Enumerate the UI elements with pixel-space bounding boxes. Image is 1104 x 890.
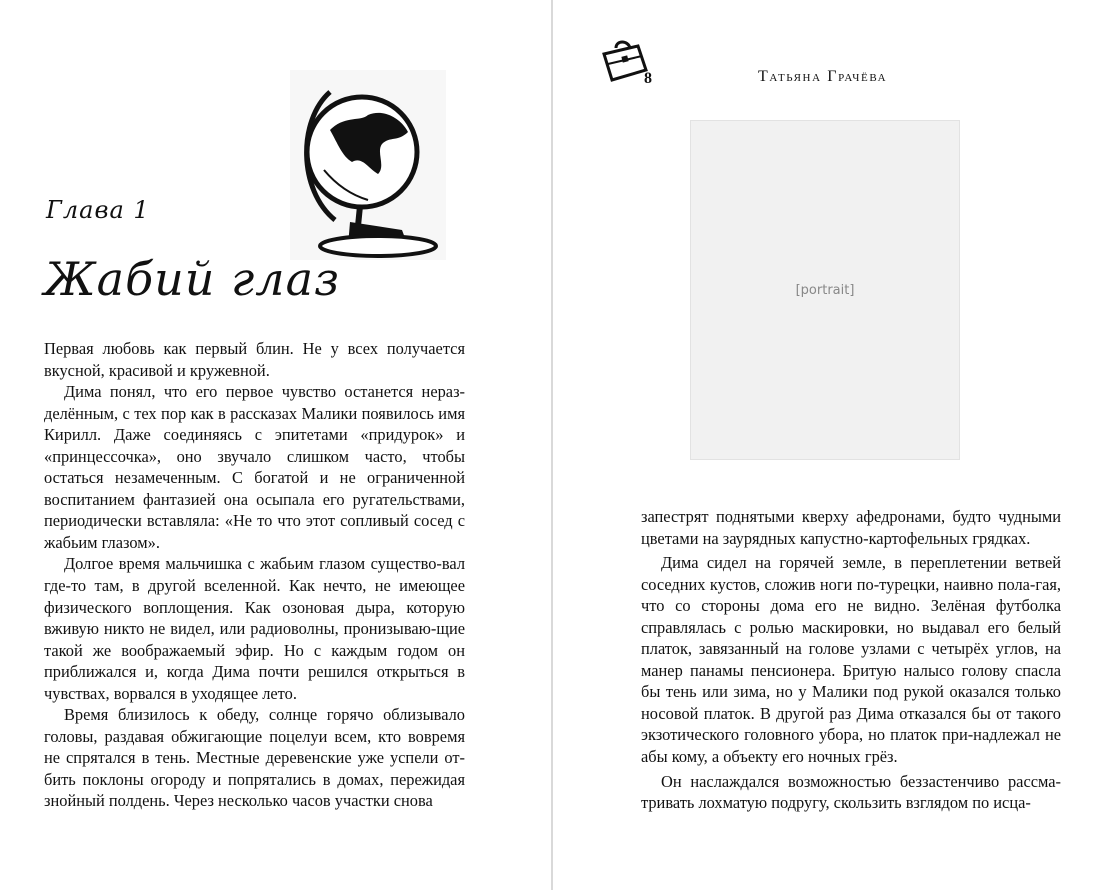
paragraph: Время близилось к обеду, солнце горячо облизывало головы, раздавая обжигающие поцелуи всем, кто вовремя не спрятался в тень. Местные деревенские уже успели от-бить поклоны огороду и попрятались в домах, пережидая знойный полдень. Через несколько часов участки снова (44, 705, 465, 811)
page-number: 8 (644, 70, 652, 87)
right-body-text (641, 506, 1061, 814)
chapter-title: Жабий глаз (44, 252, 341, 306)
chapter-label: Глава 1 (46, 196, 150, 224)
globe-icon (290, 70, 446, 260)
paragraph: Дима сидел на горячей земле, в переплетении ветвей соседних кустов, сложив ноги по-турецки, наивно пола-гая, что со стороны дома его не видно. Зелёная футболка справлялась с ролью маскировки, но выдавал его белый платок, завязанный на голове узлами с четырёх углов, на манер панамы пенсионера. Бритую налысо голову спасла бы тень или зима, но у Малики под рукой оказался только носовой платок. В другой раз Дима отказался бы от такого экзотического головного убора, но платок при-надлежал не абы кому, а объекту его ночных грёз. (641, 553, 1061, 767)
portrait-illustration: [portrait] (690, 120, 960, 460)
paragraph: Первая любовь как первый блин. Не у всех получается вкусной, красивой и кружевной. (44, 339, 465, 380)
paragraph: Дима понял, что его первое чувство останется нераз-делённым, с тех пор как в рассказах Малики появилось имя Кирилл. Даже соединяясь с эпитетами «придурок» и «принцессочка», оно звучало слишком часто, чтобы остаться незамеченным. С богатой и не ограниченной воспитанием фантазией она осыпала его ругательствами, периодически вставляла: «Не то что этот сопливый сосед с жабьим глазом». (44, 382, 465, 552)
paragraph: Долгое время мальчишка с жабьим глазом существо-вал где-то там, в другой вселенной. Как нечто, не имеющее физического воплощения. Как озоновая дыра, которую вживую никто не видел, или радиоволны, пронизываю-щие такой же воображаемый эфир. Но с каждым годом он приближался и, когда Дима почти решился открыться в чувствах, ворвался в уходящее лето. (44, 554, 465, 703)
paragraph: запестрят поднятыми кверху афедронами, будто чудными цветами на заурядных капустно-картофельных грядках. (641, 507, 1061, 548)
paragraph: Он наслаждался возможностью беззастенчиво рассма-тривать лохматую подругу, скользить взглядом по исца- (641, 771, 1061, 813)
running-head: Татьяна Грачёва (758, 68, 888, 85)
left-page (0, 0, 551, 890)
left-body-text (44, 338, 465, 812)
suitcase-icon (600, 38, 648, 84)
